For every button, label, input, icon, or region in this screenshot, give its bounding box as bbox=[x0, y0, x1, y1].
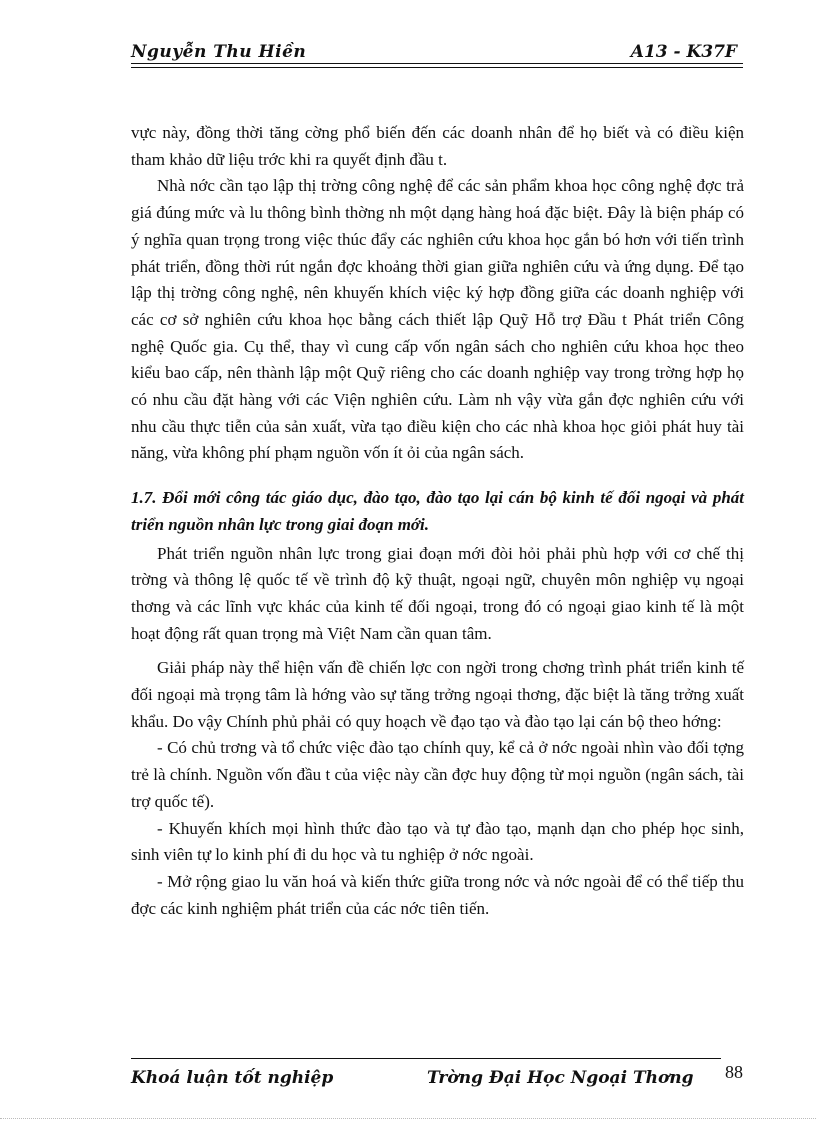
paragraph: Phát triển nguồn nhân lực trong giai đoạn mới đòi hỏi phải phù hợp với cơ chế thị trờng và thông lệ quốc tế về trình độ kỹ thuật, ngoại ngữ, chuyên môn nghiệp vụ ngoại thơng và các lĩnh vực khác của kinh tế đối ngoại, trong đó có ngoại giao kinh tế là một hoạt động rất quan trọng mà Việt Nam cần quan tâm. bbox=[131, 543, 744, 643]
header-rule-thin bbox=[131, 67, 743, 68]
header-rule bbox=[131, 63, 743, 64]
page-header bbox=[131, 40, 743, 66]
list-item: - Khuyến khích mọi hình thức đào tạo và tự đào tạo, mạnh dạn cho phép học sinh, sinh viên tự lo kinh phí đi du học và tu nghiệp ở nớc ngoài. bbox=[131, 818, 744, 865]
footer-rule bbox=[131, 1058, 721, 1059]
list-item: - Có chủ trơng và tổ chức việc đào tạo chính quy, kể cả ở nớc ngoài nhìn vào đối tợng trẻ là chính. Nguồn vốn đầu t của việc này cần đợc huy động từ mọi nguồn (ngân sách, tài trợ quốc tế). bbox=[131, 738, 744, 811]
page-edge-divider bbox=[0, 1118, 816, 1119]
footer-thesis-label: Khoá luận tốt nghiệp bbox=[131, 1068, 334, 1088]
header-class-code: A13 - K37F bbox=[630, 42, 737, 62]
header-author: Nguyễn Thu Hiền bbox=[131, 42, 307, 62]
paragraph: Nhà nớc cần tạo lập thị trờng công nghệ để các sản phẩm khoa học công nghệ đợc trả giá đúng mức và lu thông bình thờng nh một dạng hàng hoá đặc biệt. Đây là biện pháp có ý nghĩa quan trọng trong việc thúc đẩy các nghiên cứu khoa học gắn bó hơn với tiến trình phát triển, đồng thời rút ngắn đợc khoảng thời gian giữa nghiên cứu và ứng dụng. Để tạo lập thị trờng công nghệ, nên khuyến khích việc ký hợp đồng giữa các doanh nghiệp với các cơ sở nghiên cứu khoa học bằng cách thiết lập Quỹ Hỗ trợ Đầu t Phát triển Công nghệ Quốc gia. Cụ thể, thay vì cung cấp vốn ngân sách cho nghiên cứu khoa học theo kiểu bao cấp, nên thành lập một Quỹ riêng cho các doanh nghiệp vay trong trờng hợp họ có nhu cầu đặt hàng với các Viện nghiên cứu. Làm nh vậy vừa gắn đợc nghiên cứu với nhu cầu thực tiễn của sản xuất, vừa tạo điều kiện cho các nhà khoa học giỏi phát huy tài năng, vừa không phí phạm nguồn vốn ít ỏi của ngân sách. bbox=[131, 176, 744, 463]
document-body bbox=[131, 120, 744, 922]
page-number: 88 bbox=[725, 1062, 743, 1082]
footer-university: Trờng Đại Học Ngoại Thơng bbox=[427, 1068, 694, 1088]
page-footer bbox=[131, 1058, 743, 1098]
list-item: - Mở rộng giao lu văn hoá và kiến thức giữa trong nớc và nớc ngoài để có thể tiếp thu đợc các kinh nghiệm phát triển của các nớc tiên tiến. bbox=[131, 871, 744, 918]
paragraph: vực này, đồng thời tăng cờng phổ biến đến các doanh nhân để họ biết và có điều kiện tham khảo dữ liệu trớc khi ra quyết định đầu t. bbox=[131, 123, 744, 169]
section-heading: 1.7. Đổi mới công tác giáo dục, đào tạo, đào tạo lại cán bộ kinh tế đối ngoại và phát triển nguồn nhân lực trong giai đoạn mới. bbox=[131, 488, 744, 534]
paragraph: Giải pháp này thể hiện vấn đề chiến lợc con ngời trong chơng trình phát triển kinh tế đối ngoại mà trọng tâm là hớng vào sự tăng trởng ngoại thơng, đặc biệt là tăng trởng xuất khẩu. Do vậy Chính phủ phải có quy hoạch về đạo tạo và đào tạo lại cán bộ theo hớng: bbox=[131, 658, 744, 731]
